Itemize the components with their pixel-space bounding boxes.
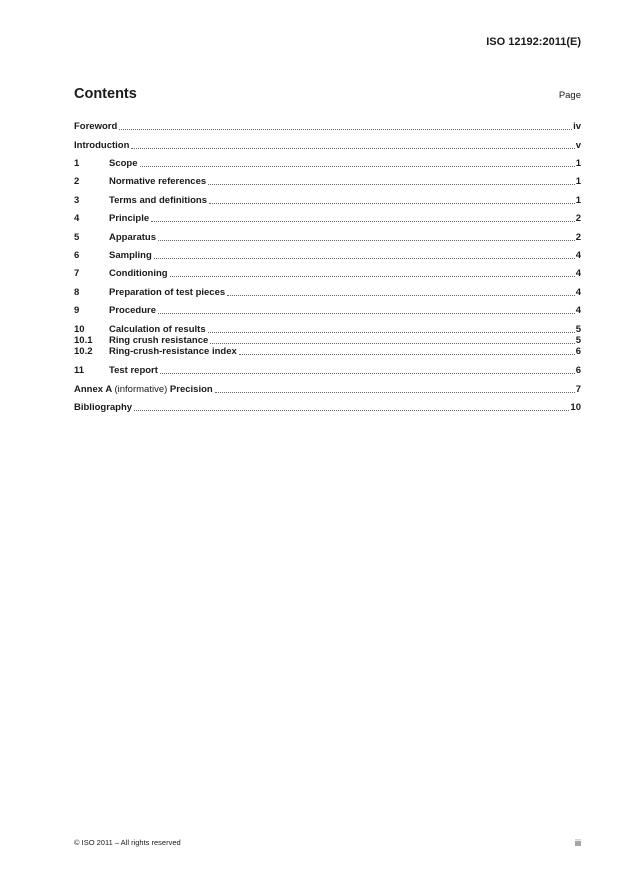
toc-entry-number: 5 — [74, 232, 80, 243]
toc-entry-page: 5 — [575, 335, 581, 346]
dot-leader — [158, 240, 575, 241]
toc-entry-page: 10 — [570, 402, 581, 413]
dot-leader — [119, 129, 572, 130]
toc-entry-number: 9 — [74, 305, 80, 316]
toc-entry-page: 1 — [575, 195, 581, 206]
dot-leader — [215, 392, 575, 393]
toc-entry-number: 10 — [74, 324, 85, 335]
toc-entry-title: Introduction — [74, 140, 130, 151]
dot-leader — [227, 295, 575, 296]
toc-entry-normative-references[interactable] — [74, 175, 581, 187]
toc-entry-title: Ring crush resistance — [109, 335, 209, 346]
toc-entry-bibliography[interactable] — [74, 401, 581, 413]
toc-entry-title: Foreword — [74, 121, 118, 132]
toc-entry-procedure[interactable] — [74, 304, 581, 316]
dot-leader — [160, 373, 575, 374]
toc-entry-page: 5 — [575, 324, 581, 335]
toc-entry-number: 4 — [74, 213, 80, 224]
toc-entry-title: Conditioning — [109, 268, 168, 279]
toc-entry-test-report[interactable] — [74, 364, 581, 376]
toc-entry-page: v — [575, 140, 581, 151]
toc-entry-page: 1 — [575, 158, 581, 169]
toc-entry-annex-a[interactable] — [74, 383, 581, 395]
dot-leader — [208, 184, 575, 185]
toc-entry-number: 1 — [74, 158, 80, 169]
toc-entry-page: 2 — [575, 213, 581, 224]
toc-entry-page: iv — [573, 121, 581, 132]
toc-entry-title: Test report — [109, 365, 158, 376]
toc-entry-title: Normative references — [109, 176, 207, 187]
dot-leader — [158, 313, 575, 314]
toc-entry-sampling[interactable] — [74, 249, 581, 261]
dot-leader — [140, 166, 575, 167]
toc-entry-foreword[interactable] — [74, 120, 581, 132]
toc-entry-page: 4 — [575, 287, 581, 298]
annex-type: (informative) — [114, 384, 168, 395]
copyright-notice: © ISO 2011 – All rights reserved — [74, 838, 181, 847]
toc-entry-number: 10.1 — [74, 335, 93, 346]
toc-entry-number: 8 — [74, 287, 80, 298]
toc-entry-number: 10.2 — [74, 346, 93, 357]
dot-leader — [208, 332, 575, 333]
toc-entry-ring-crush-resistance-index[interactable] — [74, 345, 581, 357]
contents-title: Contents — [74, 86, 137, 102]
toc-entry-scope[interactable] — [74, 157, 581, 169]
toc-entry-title: Procedure — [109, 305, 156, 316]
dot-leader — [154, 258, 575, 259]
dot-leader — [209, 203, 575, 204]
toc-entry-title — [74, 384, 213, 395]
document-id: ISO 12192:2011(E) — [486, 36, 581, 48]
page-footer — [74, 838, 581, 848]
dot-leader — [151, 221, 575, 222]
toc-entry-page: 6 — [575, 365, 581, 376]
toc-entry-title: Ring-crush-resistance index — [109, 346, 237, 357]
toc-entry-page: 7 — [575, 384, 581, 395]
toc-entry-conditioning[interactable] — [74, 267, 581, 279]
toc-entry-number: 11 — [74, 365, 85, 376]
toc-entry-title: Terms and definitions — [109, 195, 208, 206]
toc-entry-title: Principle — [109, 213, 150, 224]
toc-entry-title: Calculation of results — [109, 324, 206, 335]
toc-entry-number: 3 — [74, 195, 80, 206]
dot-leader — [210, 343, 574, 344]
toc-entry-page: 4 — [575, 268, 581, 279]
page-column-label: Page — [558, 90, 581, 101]
toc-entry-number: 7 — [74, 268, 80, 279]
toc-entry-apparatus[interactable] — [74, 231, 581, 243]
toc-entry-page: 1 — [575, 176, 581, 187]
toc-entry-title: Sampling — [109, 250, 152, 261]
toc-entry-principle[interactable] — [74, 212, 581, 224]
dot-leader — [131, 148, 574, 149]
annex-title: Precision — [169, 384, 213, 395]
toc-entry-title: Scope — [109, 158, 138, 169]
toc-entry-preparation-of-test-pieces[interactable] — [74, 286, 581, 298]
toc-entry-title: Bibliography — [74, 402, 133, 413]
toc-entry-page: 4 — [575, 250, 581, 261]
dot-leader — [134, 410, 569, 411]
toc-entry-number: 6 — [74, 250, 80, 261]
annex-label: Annex A — [74, 384, 112, 395]
dot-leader — [239, 354, 575, 355]
toc-entry-introduction[interactable] — [74, 139, 581, 151]
toc-entry-number: 2 — [74, 176, 80, 187]
contents-heading-row — [74, 86, 581, 102]
dot-leader — [170, 276, 575, 277]
toc-entry-page: 2 — [575, 232, 581, 243]
toc-entry-title: Apparatus — [109, 232, 156, 243]
toc-entry-page: 6 — [575, 346, 581, 357]
toc-entry-page: 4 — [575, 305, 581, 316]
toc-entry-terms-and-definitions[interactable] — [74, 194, 581, 206]
toc-entry-title: Preparation of test pieces — [109, 287, 226, 298]
page-number: iii — [575, 838, 581, 848]
